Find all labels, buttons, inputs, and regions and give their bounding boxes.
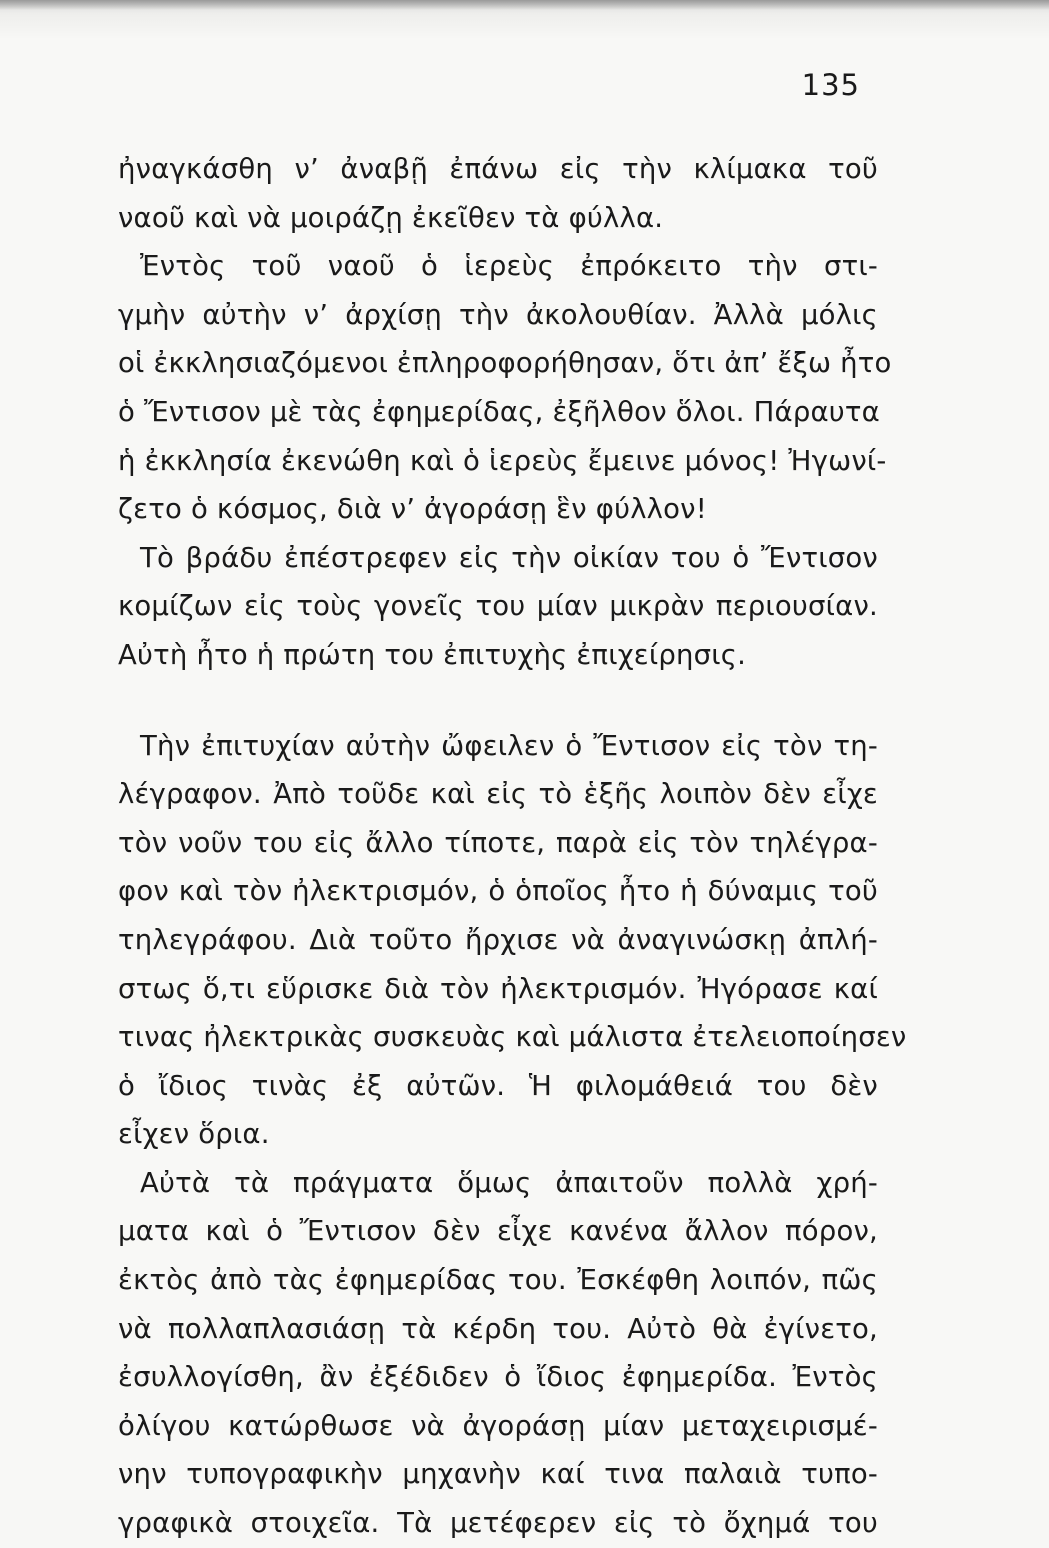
paragraph <box>118 534 878 680</box>
text-line: Τὴν ἐπιτυχίαν αὐτὴν ὤφειλεν ὁ Ἔντισον εἰς τὸν τη- <box>140 729 878 762</box>
text-line: ζετο ὁ κόσμος, διὰ ν’ ἀγοράσῃ ἓν φύλλον! <box>118 493 707 526</box>
text-line: ὁ ἴδιος τινὰς ἐξ αὐτῶν. Ἡ φιλομάθειά του δὲν <box>118 1069 878 1102</box>
body-text <box>118 145 907 1548</box>
text-line: εἶχεν ὅρια. <box>118 1118 270 1151</box>
text-line: στως ὅ,τι εὕρισκε διὰ τὸν ἠλεκτρισμόν. Ἠγόρασε καί <box>118 972 878 1005</box>
text-line: ναοῦ καὶ νὰ μοιράζῃ ἐκεῖθεν τὰ φύλλα. <box>118 201 664 234</box>
paragraph <box>118 722 907 1159</box>
page-top-shadow <box>0 0 1049 10</box>
text-line: ἡ ἐκκλησία ἐκενώθη καὶ ὁ ἱερεὺς ἔμεινε μόνος! Ἠγωνί- <box>118 444 887 477</box>
text-line: ματα καὶ ὁ Ἔντισον δὲν εἶχε κανένα ἄλλον πόρον, <box>118 1215 878 1248</box>
text-line: τινας ἠλεκτρικὰς συσκευὰς καὶ μάλιστα ἐτελειοποίησεν <box>118 1021 907 1054</box>
text-line: ὀλίγου κατώρθωσε νὰ ἀγοράσῃ μίαν μεταχειρισμέ- <box>118 1409 878 1442</box>
text-line: τὸν νοῦν του εἰς ἄλλο τίποτε, παρὰ εἰς τὸν τηλέγρα- <box>118 826 878 859</box>
text-line: γμὴν αὐτὴν ν’ ἀρχίσῃ τὴν ἀκολουθίαν. Ἀλλὰ μόλις <box>118 298 878 331</box>
text-line: Τὸ βράδυ ἐπέστρεφεν εἰς τὴν οἰκίαν του ὁ Ἔντισον <box>140 541 878 574</box>
text-line: Αὐτὰ τὰ πράγματα ὅμως ἀπαιτοῦν πολλὰ χρή- <box>140 1166 878 1199</box>
text-line: ἐκτὸς ἀπὸ τὰς ἐφημερίδας του. Ἐσκέφθη λοιπόν, πῶς <box>118 1264 878 1297</box>
text-line: φον καὶ τὸν ἠλεκτρισμόν, ὁ ὁποῖος ἦτο ἡ δύναμις τοῦ <box>118 875 878 908</box>
text-line: λέγραφον. Ἀπὸ τοῦδε καὶ εἰς τὸ ἑξῆς λοιπὸν δὲν εἶχε <box>118 778 878 811</box>
text-line: ἠναγκάσθη ν’ ἀναβῇ ἐπάνω εἰς τὴν κλίμακα τοῦ <box>118 153 878 185</box>
section-gap <box>118 680 878 722</box>
paragraph <box>118 242 892 534</box>
text-line: Αὐτὴ ἦτο ἡ πρώτη του ἐπιτυχὴς ἐπιχείρησις. <box>118 638 747 671</box>
text-line: Ἐντὸς τοῦ ναοῦ ὁ ἱερεὺς ἐπρόκειτο τὴν στι- <box>140 250 878 283</box>
page-number: 135 <box>801 68 860 102</box>
text-line: ἐσυλλογίσθη, ἂν ἐξέδιδεν ὁ ἴδιος ἐφημερίδα. Ἐντὸς <box>118 1361 878 1394</box>
text-line: τηλεγράφου. Διὰ τοῦτο ἤρχισε νὰ ἀναγινώσκῃ ἀπλή- <box>118 923 878 956</box>
text-line: νὰ πολλαπλασιάσῃ τὰ κέρδη του. Αὐτὸ θὰ ἐγίνετο, <box>118 1312 878 1345</box>
text-line: κομίζων εἰς τοὺς γονεῖς του μίαν μικρὰν περιουσίαν. <box>118 590 878 623</box>
paragraph <box>118 145 878 242</box>
text-line: ὁ Ἔντισον μὲ τὰς ἐφημερίδας, ἐξῆλθον ὅλοι. Πάραυτα <box>118 395 881 428</box>
text-line: νην τυπογραφικὴν μηχανὴν καί τινα παλαιὰ τυπο- <box>118 1458 878 1491</box>
paragraph <box>118 1159 878 1548</box>
text-line: γραφικὰ στοιχεῖα. Τὰ μετέφερεν εἰς τὸ ὄχημά του <box>118 1507 878 1540</box>
text-line: οἱ ἐκκλησιαζόμενοι ἐπληροφορήθησαν, ὅτι ἀπ’ ἔξω ἦτο <box>118 347 892 380</box>
